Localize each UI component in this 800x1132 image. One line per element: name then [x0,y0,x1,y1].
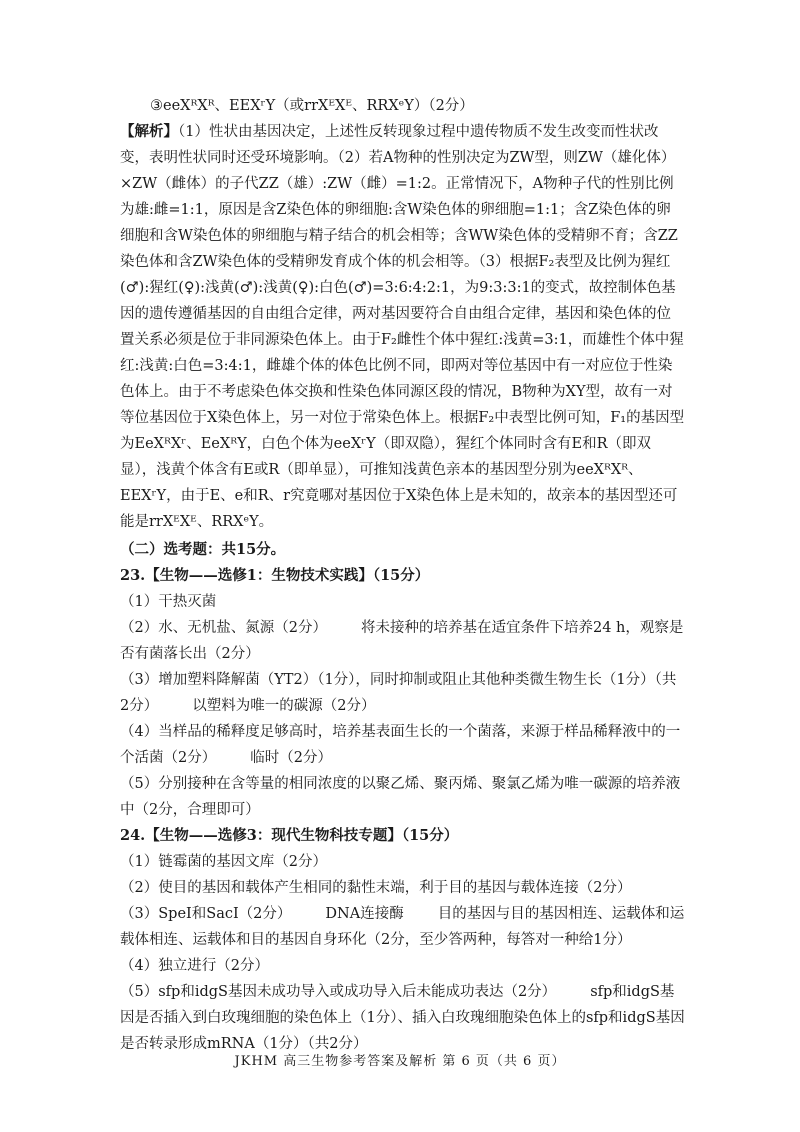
item-text-2: DNA连接酶 [325,906,404,922]
item-text: SpeⅠ和SacⅠ（2分） [158,906,292,922]
item-text-3: 目的基因与目的基因相连、运载体和运载体相连、运载体和目的基因自身环化（2分，至少答两种，每答对一种给1分） [120,906,685,948]
item-number: （3） [120,672,159,688]
answer-content [120,93,685,1057]
item-number: （4） [120,724,159,740]
item-text-2: 临时（2分） [250,750,332,766]
item-number: （5） [120,776,159,792]
item-text: sfp和idgS基因未成功导入或成功导入后未能成功表达（2分） [158,984,557,1000]
item-number: （3） [120,906,159,922]
item-number: （5） [120,984,159,1000]
q23-list [120,589,685,823]
analysis-text: （1）性状由基因决定，上述性反转现象过程中遗传物质不发生改变而性状改变，表明性状同时还受环境影响。（2）若A物种的性别决定为ZW型，则ZW（雄化体）×ZW（雌体）的子代ZZ（雄）:ZW（雌）=1:2。正常情况下，A物种子代的性别比例为雄:雌=1:1，原因是含Z染色体的卵细胞:含W染色体的卵细胞=1:1；含Z染色体的卵细胞和含W染色体的卵细胞与精子结合的机会相等；含WW染色体的受精卵不育；含ZZ染色体和含ZW染色体的受精卵发育成个体的机会相等。（3）根据F₂表型及比例为猩红(♂):猩红(♀):浅黄(♂):浅黄(♀):白色(♂)=3:6:4:2:1，为9:3:3:1的变式，故控制体色基因的遗传遵循基因的自由组合定律，两对基因要符合自由组合定律，基因和染色体的位置关系必须是位于非同源染色体上。由于F₂雌性个体中猩红:浅黄=3:1，而雄性个体中猩红:浅黄:白色=3:4:1，雌雄个体的体色比例不同，即两对等位基因中有一对应位于性染色体上。由于不考虑染色体交换和性染色体同源区段的情况，B物种为XY型，故有一对等位基因位于X染色体上，另一对位于常染色体上。根据F₂中表型比例可知，F₁的基因型为EeXᴿXʳ、EeXᴿY，白色个体为eeXʳY（即双隐），猩红个体同时含有E和R（即双显），浅黄个体含有E或R（即单显），可推知浅黄色亲本的基因型分别为eeXᴿXᴿ、EEXʳY，由于E、e和R、r究竟哪对基因位于X染色体上是未知的，故亲本的基因型还可能是rrXᴱXᴱ、RRXᵉY。 [120,124,685,530]
q24-item-1 [120,849,685,875]
q23-item-1 [120,589,685,615]
section-heading: （二）选考题：共15分。 [120,541,286,558]
q23-item-5 [120,771,685,823]
item-text-2: sfp和idgS基因是否插入到白玫瑰细胞的染色体上（1分）、插入白玫瑰细胞染色体上的sfp和idgS基因是否转录形成mRNA（1分）（共2分） [120,984,685,1052]
page-footer: JKHM 高三生物参考答案及解析 第 6 页（共 6 页） [234,1054,566,1069]
item-text: 独立进行（2分） [158,958,269,974]
item-text: 使目的基因和载体产生相同的黏性末端，利于目的基因与载体连接（2分） [158,880,632,896]
q24-item-3 [120,901,685,953]
q24-heading: 24.【生物——选修3：现代生物科技专题】（15分） [120,827,459,844]
q23-item-2 [120,615,685,667]
item-text-2: 以塑料为唯一的碳源（2分） [192,698,376,714]
q24-item-2 [120,875,685,901]
item-text: 干热灭菌 [158,594,217,610]
q23-item-3 [120,667,685,719]
item-number: （1） [120,854,159,870]
q24-item-5 [120,979,685,1057]
item-text: 链霉菌的基因文库（2分） [158,854,327,870]
item-text: 水、无机盐、氮源（2分） [158,620,327,636]
item-text: 分别接种在含等量的相同浓度的以聚乙烯、聚丙烯、聚氯乙烯为唯一碳源的培养液中（2分，合理即可） [120,776,681,818]
q23-item-4 [120,719,685,771]
answer-line-3: ③eeXᴿXᴿ、EEXʳY（或rrXᴱXᴱ、RRXᵉY）（2分） [150,98,474,114]
item-number: （2） [120,880,159,896]
item-text: 当样品的稀释度足够高时，培养基表面生长的一个菌落，来源于样品稀释液中的一个活菌（2分） [120,724,681,766]
q24-item-4 [120,953,685,979]
item-number: （4） [120,958,159,974]
analysis-paragraph [120,119,685,535]
q24-list [120,849,685,1057]
analysis-label: 【解析】 [120,123,178,140]
item-number: （2） [120,620,159,636]
item-text-2: 将未接种的培养基在适宜条件下培养24 h，观察是否有菌落长出（2分） [120,620,684,662]
item-text: 增加塑料降解菌（YT2）（1分），同时抑制或阻止其他种类微生物生长（1分）（共2分） [120,672,677,714]
item-number: （1） [120,594,159,610]
q23-heading: 23.【生物——选修1：生物技术实践】（15分） [120,567,430,584]
